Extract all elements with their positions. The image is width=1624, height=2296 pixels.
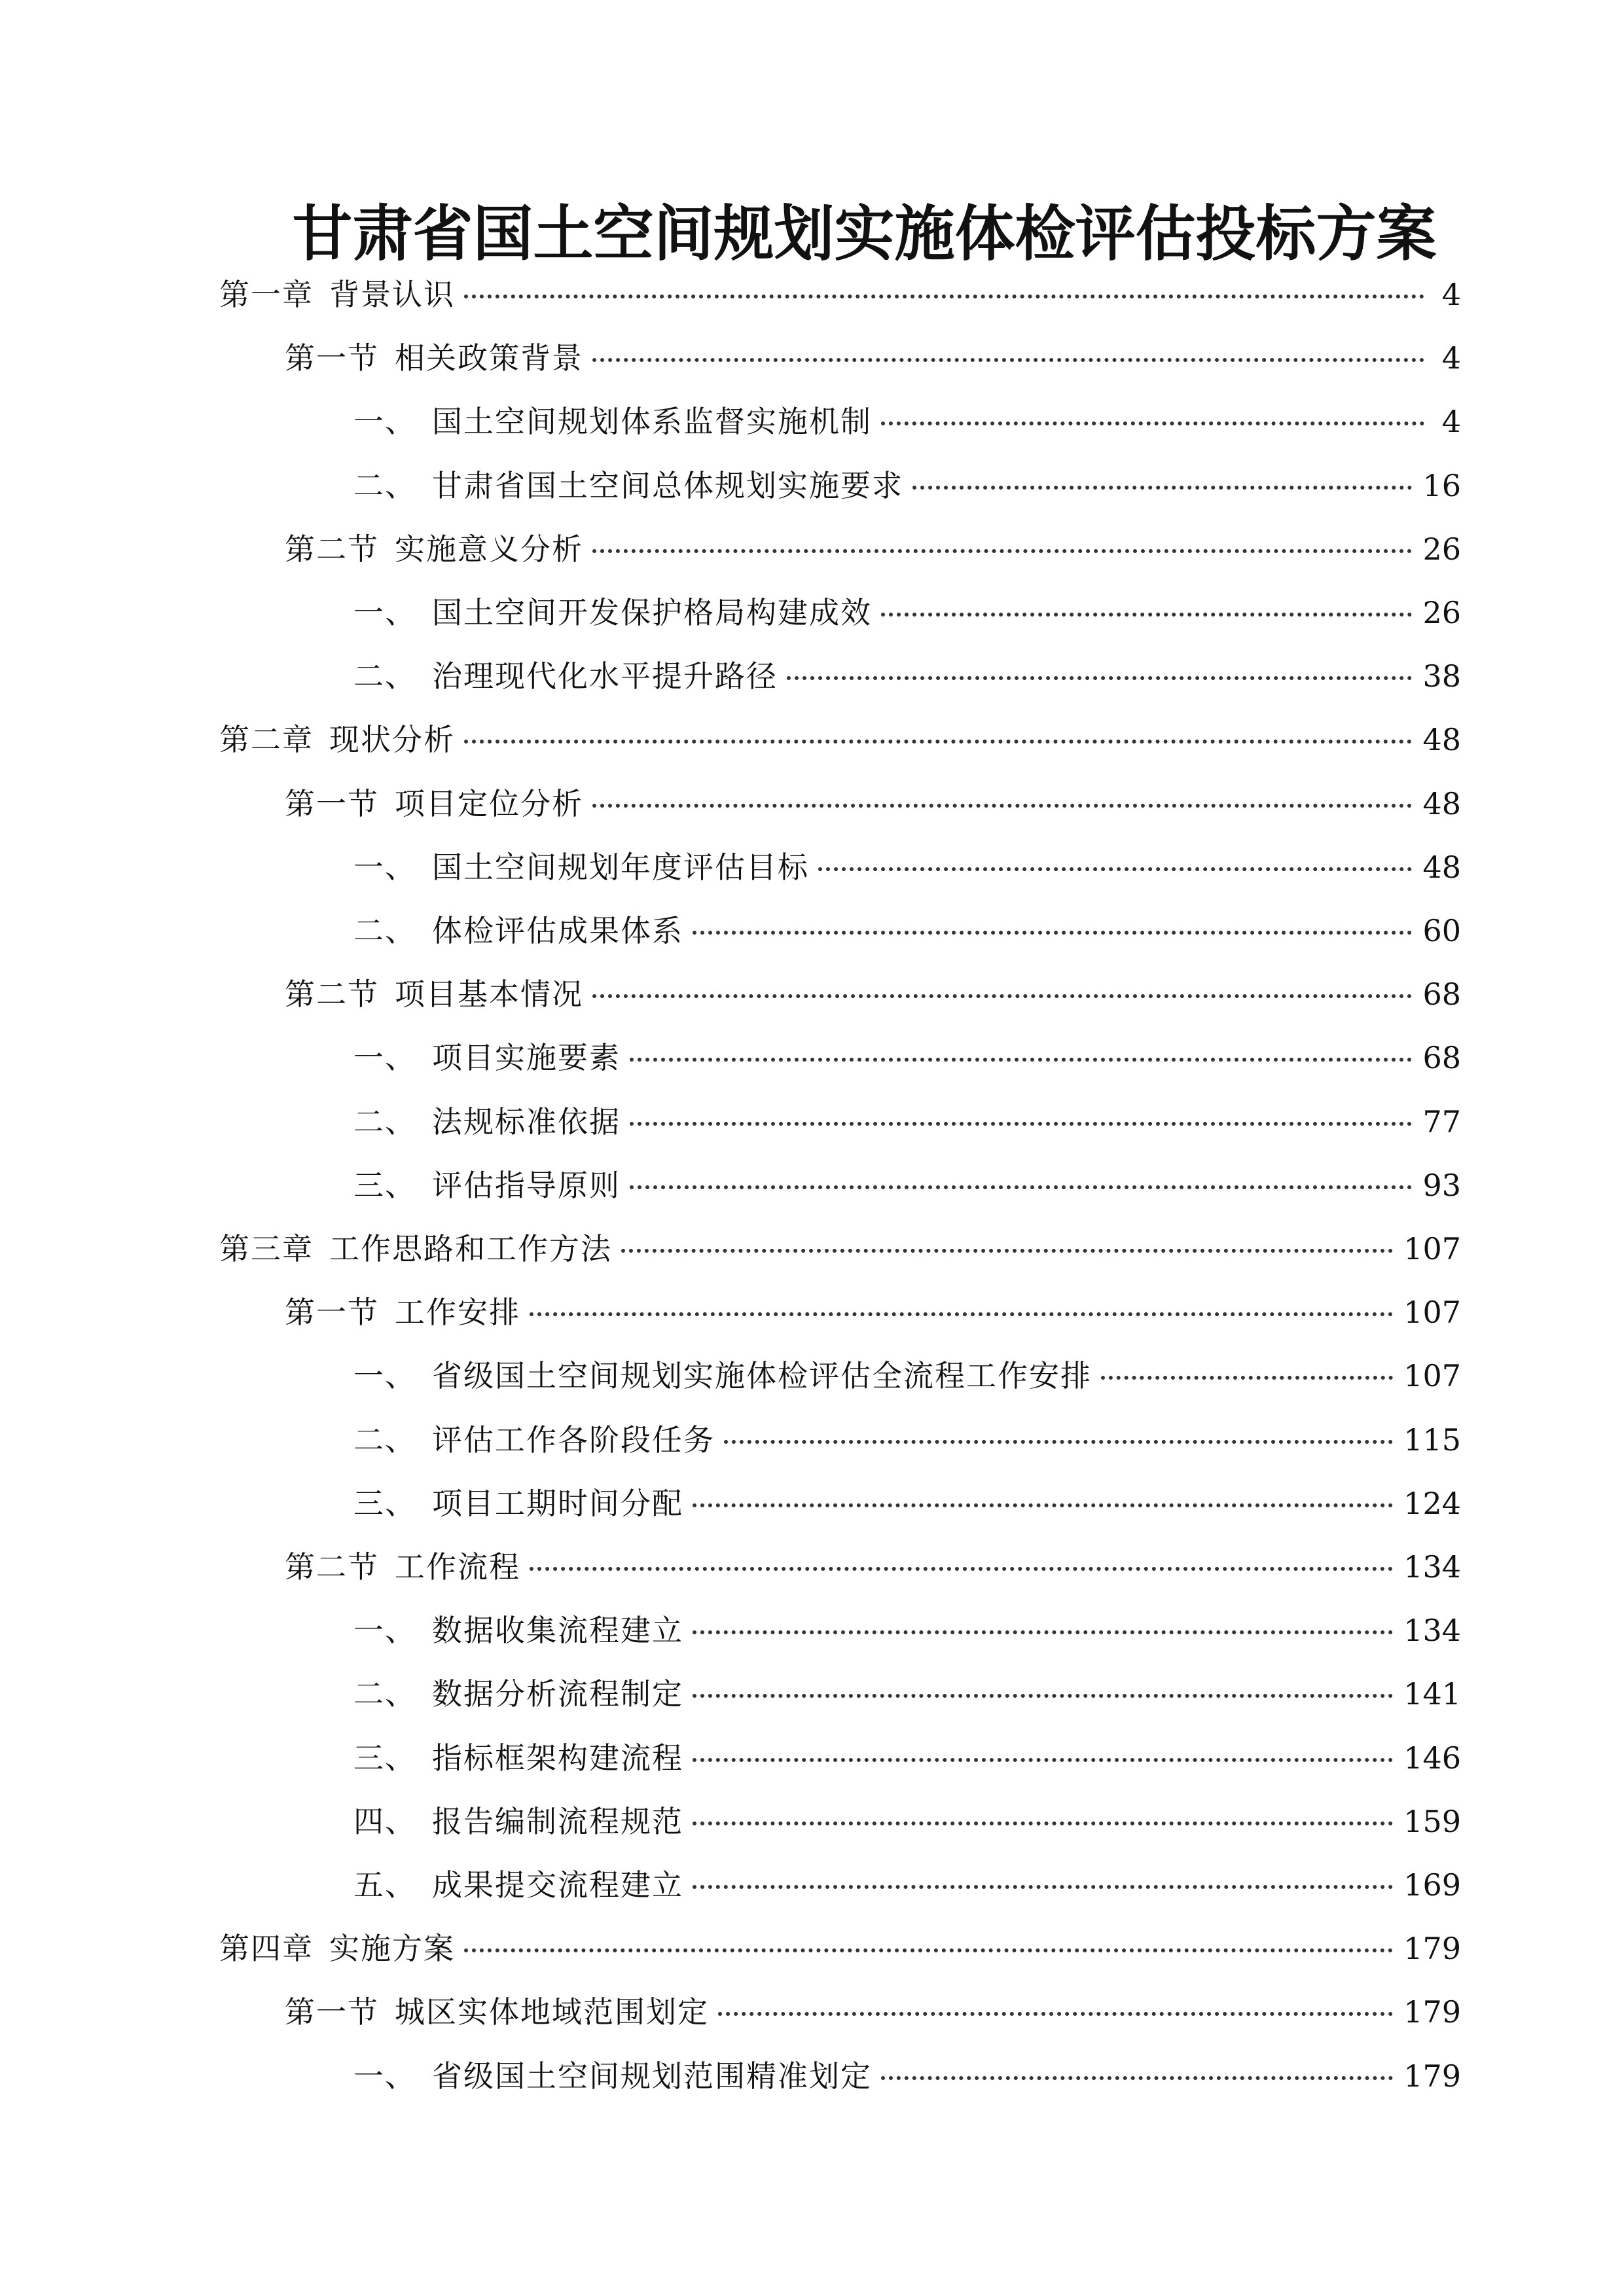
toc-entry-number: 第二节: [285, 1549, 379, 1585]
toc-dot-leader: [787, 676, 1412, 680]
toc-entry[interactable]: [285, 1289, 1461, 1335]
toc-entry-number: 二、: [353, 467, 416, 503]
toc-entry-title: 指标框架构建流程: [432, 1740, 683, 1776]
toc-entry[interactable]: [353, 1735, 1461, 1781]
toc-entry-number: 第一节: [285, 785, 379, 821]
toc-page-number: 93: [1422, 1167, 1461, 1203]
toc-entry-number: 三、: [353, 1167, 416, 1203]
toc-entry-number: 一、: [353, 404, 416, 440]
toc-page-number: 4: [1441, 340, 1461, 376]
toc-dot-leader: [881, 613, 1412, 617]
toc-entry[interactable]: [353, 1353, 1461, 1399]
toc-entry-title: 评估指导原则: [432, 1167, 621, 1203]
toc-dot-leader: [1101, 1376, 1393, 1380]
toc-entry-title: 工作思路和工作方法: [329, 1231, 612, 1266]
toc-entry-number: 四、: [353, 1803, 416, 1839]
toc-page-number: 16: [1422, 467, 1461, 503]
toc-entry-title: 成果提交流程建立: [432, 1867, 683, 1903]
toc-entry-number: 二、: [353, 1422, 416, 1458]
toc-entry[interactable]: [285, 1544, 1461, 1590]
toc-entry[interactable]: [219, 1926, 1461, 1971]
toc-entry-number: 二、: [353, 1676, 416, 1712]
toc-entry-title: 体检评估成果体系: [432, 913, 683, 948]
toc-entry-title: 项目定位分析: [395, 785, 583, 821]
toc-page-number: 179: [1403, 1994, 1461, 2030]
toc-dot-leader: [693, 1503, 1393, 1507]
toc-entry-title: 数据收集流程建立: [432, 1613, 683, 1649]
toc-entry-title: 城区实体地域范围划定: [395, 1994, 709, 2030]
toc-entry[interactable]: [219, 272, 1461, 317]
toc-entry-title: 项目工期时间分配: [432, 1485, 683, 1521]
toc-entry-title: 现状分析: [329, 722, 455, 758]
toc-entry[interactable]: [353, 1099, 1461, 1145]
toc-entry[interactable]: [353, 1035, 1461, 1081]
toc-dot-leader: [630, 1122, 1412, 1126]
toc-entry-title: 相关政策背景: [395, 340, 583, 376]
toc-entry[interactable]: [353, 844, 1461, 890]
toc-entry[interactable]: [285, 526, 1461, 572]
toc-entry-number: 一、: [353, 849, 416, 885]
toc-page-number: 68: [1422, 977, 1461, 1013]
toc-entry-title: 工作流程: [395, 1549, 520, 1585]
toc-entry-number: 一、: [353, 1613, 416, 1649]
toc-entry[interactable]: [353, 1799, 1461, 1844]
toc-entry-title: 实施意义分析: [395, 531, 583, 567]
toc-entry-title: 省级国土空间规划范围精准划定: [432, 2058, 872, 2094]
toc-entry-number: 第一章: [219, 277, 314, 312]
toc-entry[interactable]: [353, 1607, 1461, 1653]
toc-dot-leader: [693, 1758, 1393, 1762]
toc-entry[interactable]: [353, 1862, 1461, 1908]
toc-entry-number: 五、: [353, 1867, 416, 1903]
toc-entry[interactable]: [353, 399, 1461, 444]
toc-page-number: 26: [1422, 531, 1461, 567]
toc-dot-leader: [592, 549, 1412, 553]
toc-dot-leader: [592, 358, 1424, 362]
toc-page-number: 38: [1422, 658, 1461, 694]
toc-entry-number: 二、: [353, 658, 416, 694]
toc-entry-number: 第三章: [219, 1231, 314, 1266]
toc-entry-title: 法规标准依据: [432, 1103, 621, 1139]
toc-dot-leader: [530, 1567, 1393, 1571]
toc-entry-title: 项目实施要素: [432, 1040, 621, 1076]
toc-entry-number: 三、: [353, 1485, 416, 1521]
toc-page-number: 4: [1441, 277, 1461, 312]
toc-page-number: 107: [1403, 1231, 1461, 1266]
toc-dot-leader: [693, 1821, 1393, 1825]
toc-page-number: 146: [1403, 1740, 1461, 1776]
toc-page-number: 60: [1422, 913, 1461, 948]
toc-entry-number: 一、: [353, 595, 416, 630]
toc-entry-number: 第二节: [285, 977, 379, 1013]
toc-dot-leader: [592, 994, 1412, 998]
toc-dot-leader: [630, 1058, 1412, 1062]
toc-entry[interactable]: [353, 2053, 1461, 2099]
toc-dot-leader: [818, 867, 1412, 871]
toc-dot-leader: [592, 804, 1412, 808]
toc-entry-title: 省级国土空间规划实施体检评估全流程工作安排: [432, 1358, 1092, 1394]
toc-entry[interactable]: [353, 463, 1461, 509]
toc-entry-number: 一、: [353, 1040, 416, 1076]
toc-dot-leader: [693, 1885, 1393, 1889]
toc-entry-title: 评估工作各阶段任务: [432, 1422, 715, 1458]
toc-page-number: 4: [1441, 404, 1461, 440]
toc-entry[interactable]: [285, 1989, 1461, 2035]
toc-dot-leader: [621, 1249, 1393, 1253]
toc-entry-title: 工作安排: [395, 1295, 520, 1331]
toc-dot-leader: [530, 1312, 1393, 1316]
toc-page-number: 179: [1403, 2058, 1461, 2094]
toc-entry-number: 一、: [353, 1358, 416, 1394]
toc-entry-number: 三、: [353, 1740, 416, 1776]
toc-page-number: 68: [1422, 1040, 1461, 1076]
toc-entry[interactable]: [285, 335, 1461, 381]
toc-page-number: 179: [1403, 1931, 1461, 1967]
toc-page-number: 159: [1403, 1803, 1461, 1839]
toc-entry-title: 报告编制流程规范: [432, 1803, 683, 1839]
toc-page-number: 48: [1422, 849, 1461, 885]
toc-dot-leader: [718, 2012, 1393, 2016]
document-title: 甘肃省国土空间规划实施体检评估投标方案: [292, 198, 1437, 269]
toc-page-number: 169: [1403, 1867, 1461, 1903]
toc-page-number: 134: [1403, 1613, 1461, 1649]
toc-entry[interactable]: [285, 971, 1461, 1017]
toc-entry-number: 第二章: [219, 722, 314, 758]
toc-page-number: 115: [1403, 1422, 1461, 1458]
toc-entry-number: 第二节: [285, 531, 379, 567]
toc-entry[interactable]: [219, 717, 1461, 762]
toc-entry-title: 项目基本情况: [395, 977, 583, 1013]
toc-dot-leader: [881, 2076, 1393, 2080]
toc-entry-title: 治理现代化水平提升路径: [432, 658, 778, 694]
toc-entry[interactable]: [219, 1226, 1461, 1272]
toc-dot-leader: [912, 486, 1412, 490]
toc-entry-title: 背景认识: [329, 277, 455, 312]
toc-entry[interactable]: [353, 908, 1461, 954]
toc-entry[interactable]: [353, 653, 1461, 699]
toc-entry-number: 二、: [353, 1103, 416, 1139]
toc-page-number: 107: [1403, 1295, 1461, 1331]
toc-page-number: 77: [1422, 1103, 1461, 1139]
toc-page-number: 48: [1422, 785, 1461, 821]
toc-entry-title: 国土空间规划体系监督实施机制: [432, 404, 872, 440]
toc-entry-title: 实施方案: [329, 1931, 455, 1967]
toc-page-number: 141: [1403, 1676, 1461, 1712]
toc-entry-title: 数据分析流程制定: [432, 1676, 683, 1712]
toc-entry-title: 国土空间开发保护格局构建成效: [432, 595, 872, 630]
toc-dot-leader: [693, 1630, 1393, 1634]
toc-entry-number: 二、: [353, 913, 416, 948]
toc-page-number: 48: [1422, 722, 1461, 758]
toc-page-number: 107: [1403, 1358, 1461, 1394]
toc-entry-title: 国土空间规划年度评估目标: [432, 849, 809, 885]
toc-dot-leader: [881, 422, 1424, 425]
toc-entry-number: 第一节: [285, 1295, 379, 1331]
toc-entry-number: 第一节: [285, 1994, 379, 2030]
toc-dot-leader: [464, 740, 1412, 744]
toc-dot-leader: [464, 1948, 1393, 1952]
toc-entry[interactable]: [353, 1480, 1461, 1526]
toc-dot-leader: [724, 1440, 1393, 1444]
toc-dot-leader: [693, 1694, 1393, 1698]
toc-page-number: 124: [1403, 1485, 1461, 1521]
toc-entry-number: 第四章: [219, 1931, 314, 1967]
toc-dot-leader: [630, 1185, 1412, 1189]
toc-entry[interactable]: [353, 1162, 1461, 1208]
toc-dot-leader: [464, 295, 1424, 298]
toc-page-number: 134: [1403, 1549, 1461, 1585]
toc-entry[interactable]: [353, 590, 1461, 636]
toc-entry-title: 甘肃省国土空间总体规划实施要求: [432, 467, 903, 503]
toc-entry-number: 第一节: [285, 340, 379, 376]
toc-dot-leader: [693, 931, 1412, 935]
toc-page-number: 26: [1422, 595, 1461, 630]
toc-entry[interactable]: [353, 1417, 1461, 1463]
toc-entry[interactable]: [285, 781, 1461, 827]
toc-entry[interactable]: [353, 1671, 1461, 1717]
toc-entry-number: 一、: [353, 2058, 416, 2094]
